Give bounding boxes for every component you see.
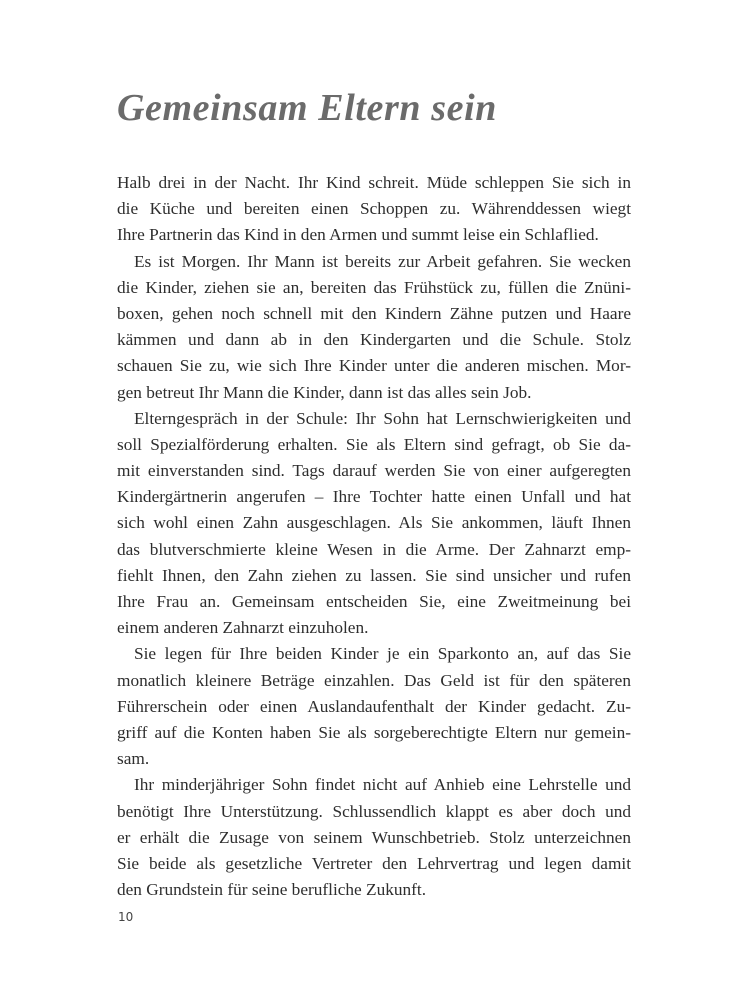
text-line: Ihre Frau an. Gemeinsam entscheiden Sie, eine Zweitmeinung bei <box>117 592 631 611</box>
text-line: sich wohl einen Zahn ausgeschlagen. Als Sie ankommen, läuft Ihnen <box>117 513 631 533</box>
text-line: kämmen und dann ab in den Kindergarten und die Schule. Stolz <box>117 330 631 350</box>
text-line: Ihre Partnerin das Kind in den Armen und summt leise ein Schlaflied. <box>117 225 599 245</box>
text-line: soll Spezialförderung erhalten. Sie als Eltern sind gefragt, ob Sie da- <box>117 434 631 454</box>
page-number: 10 <box>118 910 134 924</box>
paragraph <box>117 772 631 903</box>
paragraph <box>117 641 631 772</box>
text-line: Elterngespräch in der Schule: Ihr Sohn hat Lernschwierigkeiten und <box>134 408 631 428</box>
text-line: Führerschein oder einen Auslandaufenthalt der Kinder gedacht. Zu- <box>117 696 631 716</box>
text-line: monatlich kleinere Beträge einzahlen. Das Geld ist für den späteren <box>117 670 631 690</box>
text-line: die Küche und bereiten einen Schoppen zu. Währenddessen wiegt <box>117 199 631 219</box>
text-line: das blutverschmierte kleine Wesen in die Arme. Der Zahnarzt emp- <box>117 539 631 559</box>
text-line: schauen Sie zu, wie sich Ihre Kinder unter die anderen mischen. Mor- <box>117 356 631 376</box>
paragraph <box>117 249 631 406</box>
text-line: den Grundstein für seine berufliche Zukunft. <box>117 880 427 900</box>
text-line: einem anderen Zahnarzt einzuholen. <box>117 618 369 638</box>
text-line: Ihr minderjähriger Sohn findet nicht auf Anhieb eine Lehrstelle und <box>134 775 631 795</box>
text-line: boxen, gehen noch schnell mit den Kindern Zähne putzen und Haare <box>117 303 631 323</box>
text-line: mit einverstanden sind. Tags darauf werden Sie von einer aufgeregten <box>117 461 631 481</box>
text-line: Es ist Morgen. Ihr Mann ist bereits zur Arbeit gefahren. Sie wecken <box>134 251 631 271</box>
text-line: Halb drei in der Nacht. Ihr Kind schreit. Müde schleppen Sie sich in <box>117 173 631 192</box>
text-line: Sie legen für Ihre beiden Kinder je ein Sparkonto an, auf das Sie <box>134 644 631 664</box>
text-line: er erhält die Zusage von seinem Wunschbetrieb. Stolz unterzeichnen <box>117 827 631 847</box>
text-line: benötigt Ihre Unterstützung. Schlussendlich klappt es aber doch und <box>117 801 631 821</box>
text-line: sam. <box>117 749 150 769</box>
text-line: gen betreut Ihr Mann die Kinder, dann ist das alles sein Job. <box>117 382 532 402</box>
text-line: griff auf die Konten haben Sie als sorgeberechtigte Eltern nur gemein- <box>117 722 631 742</box>
chapter-title: Gemeinsam Eltern sein <box>117 87 497 129</box>
text-line: Sie beide als gesetzliche Vertreter den Lehrvertrag und legen damit <box>117 853 631 873</box>
paragraph <box>117 170 631 249</box>
body-text <box>117 170 631 903</box>
paragraph <box>117 406 631 642</box>
text-line: Kindergärtnerin angerufen – Ihre Tochter hatte einen Unfall und hat <box>117 487 631 507</box>
text-line: die Kinder, ziehen sie an, bereiten das Frühstück zu, füllen die Znüni- <box>117 277 631 297</box>
text-line: fiehlt Ihnen, den Zahn ziehen zu lassen. Sie sind unsicher und rufen <box>117 565 631 585</box>
